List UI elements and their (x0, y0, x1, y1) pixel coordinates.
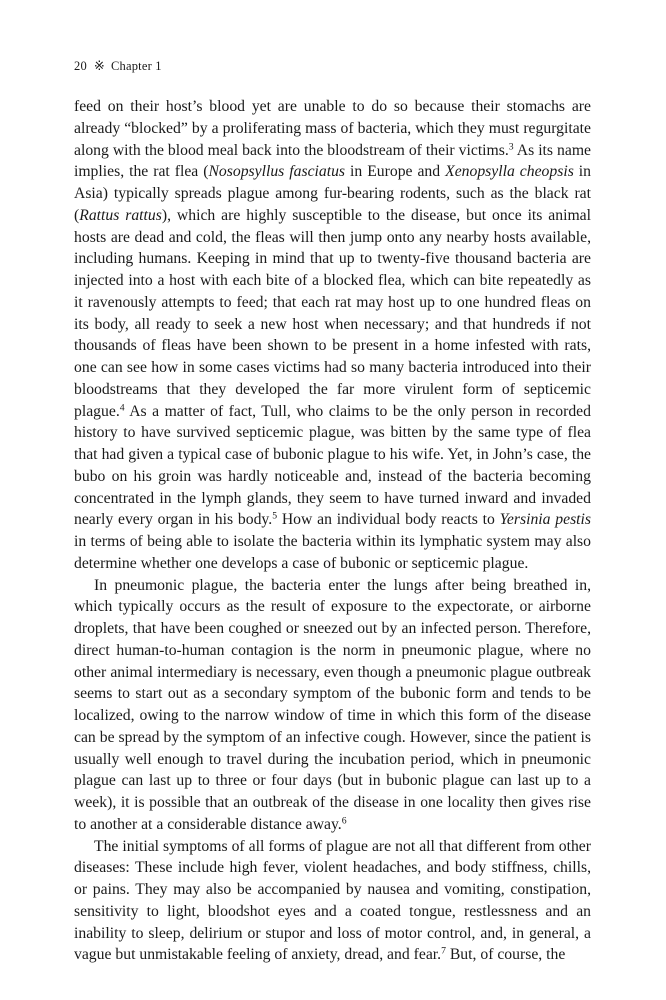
text-run: As a matter of fact, Tull, who claims to be the only person in recorded history to have survived septicemic plague, was bitten by the same type of flea that had given a typical case of bubonic plague to his wife. Yet, in John’s case, the bubo on his groin was hardly noticeable and, instead of the bacteria becoming concentrated in the lymph glands, they seem to have turned inward and invaded nearly every organ in his body. (74, 402, 591, 529)
text-run: in terms of being able to isolate the bacteria within its lymphatic system may also determine whether one develops a case of bubonic or septicemic plague. (74, 533, 591, 572)
text-run: in Asia) typically spreads plague among fur-bearing rodents, such as the black rat ( (74, 163, 592, 224)
species-name: Yersinia pestis (499, 511, 592, 529)
text-run: in Europe and (345, 163, 446, 181)
species-name: Rattus rattus (79, 206, 162, 224)
footnote-ref-6: 6 (341, 815, 347, 827)
paragraph-3 (74, 836, 591, 967)
paragraph-1 (74, 96, 591, 575)
running-head (74, 58, 162, 74)
text-run: feed on their host’s blood yet are unable to do so because their stomachs are already “blocked” by a proliferating mass of bacteria, which they must regurgitate along with the blood meal back into the bloodstream of their victims. (74, 98, 591, 159)
footnote-ref-5: 5 (272, 510, 278, 522)
text-run: ), which are highly susceptible to the disease, but once its animal hosts are dead and cold, the fleas will then jump onto any nearby hosts available, including humans. Keeping in mind that up to twenty-five thousand bacteria are injected into a host with each bite of a blocked flea, which can bite repeatedly as it ravenously attempts to feed; that each rat may host up to one hundred fleas on its body, all ready to seek a new host when necessary; and that hundreds if not thousands of fleas have been shown to be present in a home infested with rats, one can see how in some cases victims had so many bacteria introduced into their bloodstreams that they developed the far more virulent form of septicemic plague. (74, 206, 591, 420)
text-run: The initial symptoms of all forms of plague are not all that different from other diseases: These include high fever, violent headaches, and body stiffness, chills, or pains. They may also be accompanied by nausea and vomiting, constipation, sensitivity to light, bloodshot eyes and a coated tongue, restlessness and an inability to sleep, delirium or stupor and loss of motor control, and, in general, a vague but unmistakable feeling of anxiety, dread, and fear. (74, 837, 591, 964)
species-name: Xenopsylla cheopsis (445, 163, 574, 181)
body-text (74, 96, 591, 966)
text-run: But, of course, the (445, 946, 566, 964)
footnote-ref-3: 3 (508, 141, 514, 153)
chapter-title: Chapter 1 (111, 59, 162, 73)
text-run: In pneumonic plague, the bacteria enter the lungs after being breathed in, which typically occurs as the result of exposure to the expectorate, or airborne droplets, that have been coughed or sneezed out by an infected person. Therefore, direct human-to-human contagion is the norm in pneumonic plague, where no other animal intermediary is necessary, even though a pneumonic plague outbreak seems to start out as a secondary symptom of the bubonic form and tends to be localized, owing to the narrow window of time in which this form of the disease can be spread by the symptom of an infective cough. However, since the patient is usually well enough to travel during the incubation period, which in pneumonic plague can last up to three or four days (but in bubonic plague can last up to a week), it is possible that an outbreak of the disease in one locality then gives rise to another at a considerable distance away. (74, 576, 591, 833)
page-number: 20 (74, 59, 87, 73)
footnote-ref-4: 4 (119, 402, 125, 414)
paragraph-2 (74, 575, 591, 836)
text-run: How an individual body reacts to (277, 511, 500, 529)
species-name: Nosopsyllus fasciatus (208, 163, 346, 181)
ornament-icon: ※ (93, 58, 105, 73)
text-run: As its name implies, the rat flea ( (74, 141, 591, 181)
footnote-ref-7: 7 (441, 945, 446, 957)
